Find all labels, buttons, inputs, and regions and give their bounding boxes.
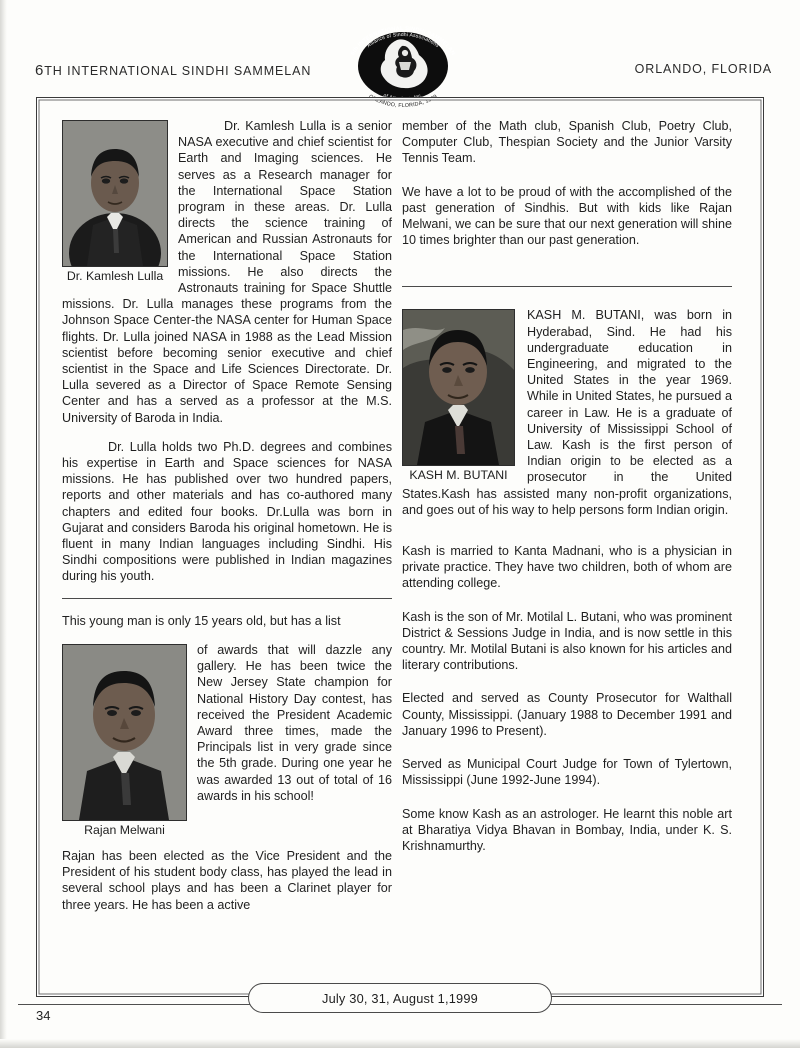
section-divider-right bbox=[402, 286, 732, 287]
svg-text:Alliance of Sindhi Association: Alliance of Sindhi Associations bbox=[366, 31, 440, 50]
running-head-right: ORLANDO, FLORIDA bbox=[634, 62, 772, 76]
paragraph-melwani-continuation: member of the Math club, Spanish Club, Poetry Club, Computer Club, Thespian Society and the Junior Varsity Tennis Team. bbox=[402, 119, 732, 166]
caption-lulla: Dr. Kamlesh Lulla bbox=[66, 269, 164, 283]
portrait-image-lulla bbox=[62, 120, 168, 267]
photo-rajan-melwani bbox=[62, 644, 187, 837]
paragraph-lulla-1: Dr. Kamlesh Lulla is a senior NASA executive and chief scientist for Earth and Imaging sciences. He serves as a Research manager for the International Space Station program in these areas. Dr. Lulla directs the science training of American and Russian Astronauts for the International Space Station missions. He also directs the Astronauts training for Space Shuttle missions. Dr. Lulla manages these programs from the Johnson Space Center-the NASA center for Human Space flights. Dr. Lulla joined NASA in 1988 as the Lead Mission scientist before becoming senior executive and chief scientist in the Space and Life Sciences Directorate. Dr. Lulla severed as a Director of Space Remote Sensing Center and has a served as a professor at the M.S. University of Baroda in India. bbox=[62, 119, 392, 425]
two-column-body bbox=[62, 118, 762, 978]
photo-kash-butani bbox=[402, 309, 515, 482]
paragraph-butani-4: Served as Municipal Court Judge for Town of Tylertown, Mississippi (June 1992-June 1994). bbox=[402, 757, 732, 788]
paragraph-melwani-intro: This young man is only 15 years old, but has a list bbox=[62, 613, 341, 628]
paragraph-lulla-2: Dr. Lulla holds two Ph.D. degrees and combines his expertise in Earth and Space sciences for NASA missions. He has published over two hundred papers, reports and other materials and has co-authored many chapters and edited four books. Dr.Lulla was born in Gujarat and considers Baroda his original hometown. He is fluent in many Indian languages including Sindhi. His Sindhi compositions were published in Indian magazines during his youth. bbox=[62, 439, 392, 584]
scan-edge-bottom bbox=[0, 1039, 800, 1048]
paragraph-butani-2: Kash is the son of Mr. Motilal L. Butani, who was prominent District & Sessions Judge in India, and is now settle in this country. Mr. Motilal Butani is also known for his articles and literary contributions. bbox=[402, 609, 732, 673]
right-column bbox=[402, 118, 732, 867]
running-head-left-dropcap: 6 bbox=[35, 62, 45, 79]
sindhi-sammelan-seal-icon bbox=[340, 22, 466, 108]
caption-melwani: Rajan Melwani bbox=[84, 822, 165, 837]
photo-dr-kamlesh-lulla bbox=[62, 120, 168, 283]
paragraph-proud: We have a lot to be proud of with the accomplished of the past generation of Sindhis. But with kids like Rajan Melwani, we can be sure that our next generation will shine 10 times brighter than our past generation. bbox=[402, 184, 732, 248]
paragraph-butani-1: Kash is married to Kanta Madnani, who is a physician in private practice. They have two children, both of whom are attending college. bbox=[402, 544, 732, 591]
page-number: 34 bbox=[36, 1008, 51, 1023]
paragraph-butani-5: Some know Kash as an astrologer. He learnt this noble art at Bharatiya Vidya Bhavan in Bombay, India, under K. S. Krishnamurthy. bbox=[402, 806, 732, 853]
svg-text:of Americas, Inc.: of Americas, Inc. bbox=[382, 92, 424, 103]
svg-text:6th INTERNATIONAL SINDHI SAMME: 6th INTERNATIONAL SINDHI SAMMELAN bbox=[350, 25, 456, 57]
caption-butani: KASH M. BUTANI bbox=[409, 468, 508, 483]
running-head-left bbox=[35, 62, 311, 79]
portrait-image-butani bbox=[402, 309, 515, 466]
scan-edge-left bbox=[0, 0, 7, 1048]
footer-date-banner: July 30, 31, August 1,1999 bbox=[248, 983, 552, 1013]
svg-text:ORLANDO, FLORIDA, 1999: ORLANDO, FLORIDA, 1999 bbox=[367, 93, 439, 108]
paragraph-butani-wrap: KASH M. BUTANI, was born in Hyderabad, Sind. He had his undergraduate education in Engineering, and migrated to the United States in the year 1969. While in United States, he pursued a career in Law. He is a graduate of University of Mississippi School of Law. Kash is the first person of Indian origin to be elected as a prosecutor in the United States.Kash has assisted many non-profit organizations, and goes out of his way to help persons form Indian origin. bbox=[402, 308, 732, 517]
section-divider-left bbox=[62, 598, 392, 599]
running-head-left-text: TH INTERNATIONAL SINDHI SAMMELAN bbox=[44, 64, 312, 78]
paragraph-butani-3: Elected and served as County Prosecutor for Walthall County, Mississippi. (January 1988 to December 1991 and January 1996 to Present). bbox=[402, 691, 732, 738]
left-column bbox=[62, 118, 392, 926]
paragraph-melwani-last: Rajan has been elected as the Vice President and the President of his student body class, has played the lead in several school plays and has been a Clarinet player for three years. He has been a active bbox=[62, 848, 392, 912]
paragraph-melwani-wrap: of awards that will dazzle any gallery. He has been twice the New Jersey State champion for National History Day contest, has received the President Academic Award three times, made the Principals list in very grade since the 5th grade. During one year he was awarded 13 out of total of 16 awards in his school! bbox=[197, 642, 392, 803]
portrait-image-melwani bbox=[62, 644, 187, 821]
